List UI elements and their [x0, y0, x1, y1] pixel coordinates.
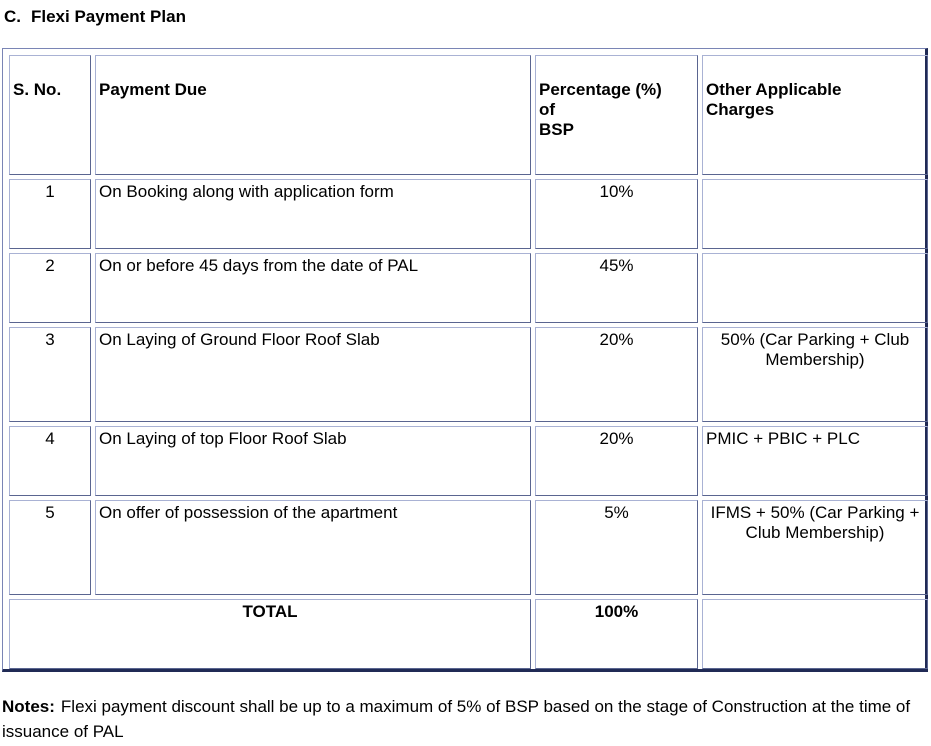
header-percentage-line1: Percentage (%) — [539, 80, 662, 99]
row-sno: 5 — [9, 500, 91, 595]
header-sno: S. No. — [9, 55, 91, 175]
total-percentage: 100% — [535, 599, 698, 669]
header-other-charges-line1: Other Applicable — [706, 80, 842, 99]
total-other-charges — [702, 599, 928, 669]
row-other-charges: PMIC + PBIC + PLC — [702, 426, 928, 496]
row-payment-due: On offer of possession of the apartment — [95, 500, 531, 595]
row-other-charges: IFMS + 50% (Car Parking + Club Membership) — [702, 500, 928, 595]
row-payment-due: On Laying of Ground Floor Roof Slab — [95, 327, 531, 422]
header-percentage — [535, 55, 698, 175]
section-prefix: C. — [4, 7, 21, 26]
row-payment-due: On or before 45 days from the date of PAL — [95, 253, 531, 323]
row-sno: 4 — [9, 426, 91, 496]
row-percentage: 45% — [535, 253, 698, 323]
header-percentage-line2: of — [539, 100, 556, 119]
table-row — [9, 327, 928, 422]
table-row — [9, 179, 928, 249]
table-header-row — [9, 55, 928, 175]
row-percentage: 10% — [535, 179, 698, 249]
row-other-charges — [702, 253, 928, 323]
row-payment-due: On Booking along with application form — [95, 179, 531, 249]
header-percentage-line3: BSP — [539, 120, 574, 139]
notes — [2, 694, 926, 744]
row-payment-due: On Laying of top Floor Roof Slab — [95, 426, 531, 496]
header-other-charges — [702, 55, 928, 175]
notes-label: Notes: — [2, 697, 55, 716]
row-other-charges — [702, 179, 928, 249]
row-other-charges: 50% (Car Parking + Club Membership) — [702, 327, 928, 422]
header-payment-due: Payment Due — [95, 55, 531, 175]
row-percentage: 5% — [535, 500, 698, 595]
table-total-row — [9, 599, 928, 669]
section-title: Flexi Payment Plan — [31, 7, 186, 26]
table-row — [9, 500, 928, 595]
notes-text: Flexi payment discount shall be up to a maximum of 5% of BSP based on the stage of Construction at the time of issuance of PAL — [2, 697, 911, 741]
row-sno: 2 — [9, 253, 91, 323]
total-label: TOTAL — [9, 599, 531, 669]
section-heading — [4, 7, 186, 27]
row-percentage: 20% — [535, 426, 698, 496]
header-other-charges-line2: Charges — [706, 100, 775, 119]
table-row — [9, 253, 928, 323]
row-sno: 3 — [9, 327, 91, 422]
row-sno: 1 — [9, 179, 91, 249]
payment-plan-table — [5, 51, 931, 673]
table-row — [9, 426, 928, 496]
row-percentage: 20% — [535, 327, 698, 422]
payment-plan-table-frame — [2, 48, 928, 672]
